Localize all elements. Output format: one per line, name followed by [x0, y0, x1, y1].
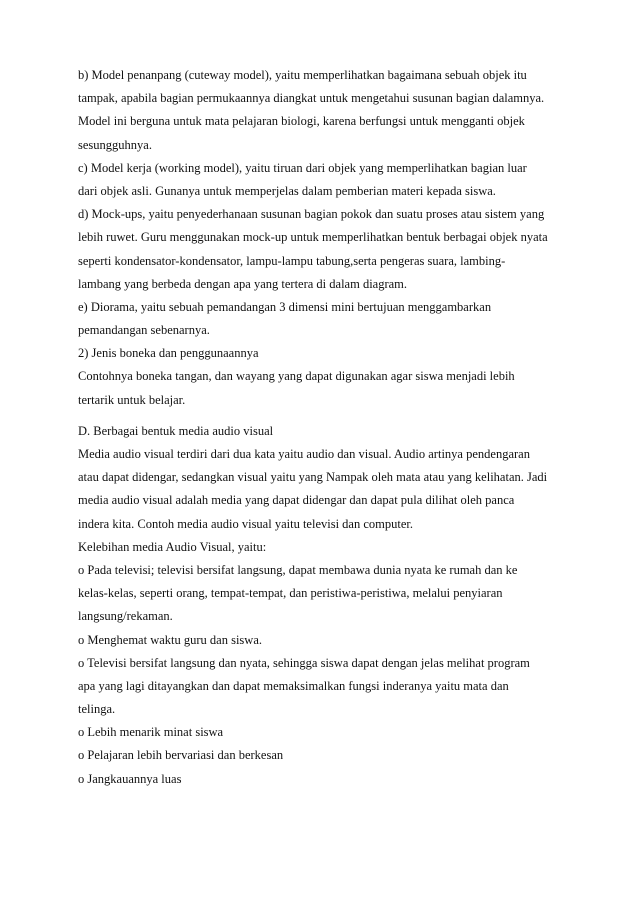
section-models: [78, 64, 568, 412]
document-body: [78, 64, 568, 791]
list-item: o Lebih menarik minat siswa: [78, 725, 224, 740]
text-line: Contohnya boneka tangan, dan wayang yang dapat digunakan agar siswa menjadi lebih: [78, 369, 515, 384]
text-line: lambang yang berbeda dengan apa yang tertera di dalam diagram.: [78, 276, 408, 291]
list-item: o Jangkauannya luas: [78, 771, 182, 786]
text-line: 2) Jenis boneka dan penggunaannya: [78, 346, 259, 361]
text-line: lebih ruwet. Guru menggunakan mock-up untuk memperlihatkan bentuk berbagai objek nyata: [78, 230, 548, 245]
text-line: indera kita. Contoh media audio visual yaitu televisi dan computer.: [78, 516, 413, 531]
section-heading: D. Berbagai bentuk media audio visual: [78, 423, 274, 438]
text-line: tampak, apabila bagian permukaannya diangkat untuk mengetahui susunan bagian dalamnya.: [78, 91, 545, 106]
text-line: Model ini berguna untuk mata pelajaran biologi, karena berfungsi untuk mengganti objek: [78, 114, 525, 129]
section-audio-visual: [78, 420, 568, 791]
list-item: o Pada televisi; televisi bersifat langsung, dapat membawa dunia nyata ke rumah dan ke: [78, 562, 518, 577]
text-line: Kelebihan media Audio Visual, yaitu:: [78, 539, 267, 554]
text-line: pemandangan sebenarnya.: [78, 323, 210, 338]
text-line: seperti kondensator-kondensator, lampu-lampu tabung,serta pengeras suara, lambing-: [78, 253, 506, 268]
text-line: media audio visual adalah media yang dapat didengar dan dapat pula dilihat oleh panca: [78, 493, 515, 508]
text-line: tertarik untuk belajar.: [78, 392, 186, 407]
text-line: sesungguhnya.: [78, 137, 152, 152]
list-item: o Pelajaran lebih bervariasi dan berkesan: [78, 748, 284, 763]
text-line: kelas-kelas, seperti orang, tempat-tempat, dan peristiwa-peristiwa, melalui penyiaran: [78, 586, 503, 601]
text-line: c) Model kerja (working model), yaitu tiruan dari objek yang memperlihatkan bagian luar: [78, 160, 527, 175]
text-line: Media audio visual terdiri dari dua kata yaitu audio dan visual. Audio artinya pendengaran: [78, 447, 530, 461]
text-line: telinga.: [78, 702, 116, 717]
paragraph-gap: [78, 412, 568, 420]
text-line: atau dapat didengar, sedangkan visual yaitu yang Nampak oleh mata atau yang kelihatan. Jadi: [78, 470, 548, 485]
list-item: o Televisi bersifat langsung dan nyata, sehingga siswa dapat dengan jelas melihat program: [78, 655, 530, 670]
text-line: dari objek asli. Gunanya untuk memperjelas dalam pemberian materi kepada siswa.: [78, 183, 496, 198]
text-line: e) Diorama, yaitu sebuah pemandangan 3 dimensi mini bertujuan menggambarkan: [78, 299, 492, 314]
list-item: o Menghemat waktu guru dan siswa.: [78, 632, 262, 647]
text-line: b) Model penanpang (cuteway model), yaitu memperlihatkan bagaimana sebuah objek itu: [78, 68, 527, 82]
text-line: apa yang lagi ditayangkan dan dapat memaksimalkan fungsi inderanya yaitu mata dan: [78, 678, 509, 693]
text-line: d) Mock-ups, yaitu penyederhanaan susunan bagian pokok dan suatu proses atau sistem yang: [78, 207, 545, 222]
text-line: langsung/rekaman.: [78, 609, 173, 624]
